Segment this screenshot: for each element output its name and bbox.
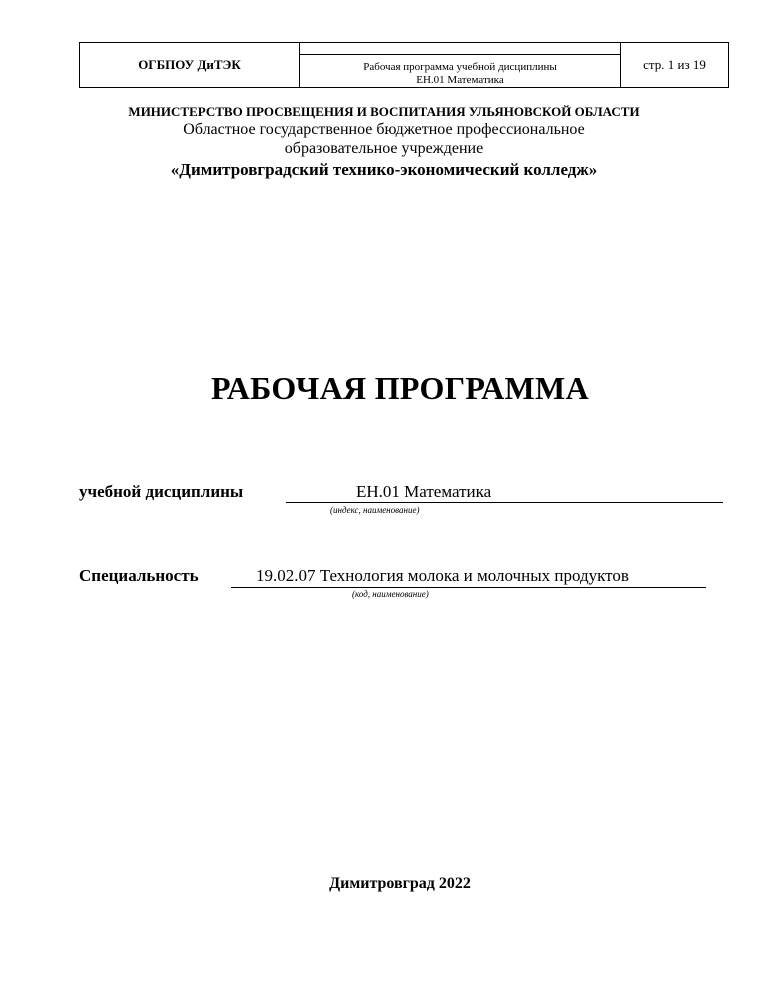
specialty-value: 19.02.07 Технология молока и молочных продуктов <box>256 566 629 585</box>
specialty-label: Специальность <box>79 566 199 585</box>
document-header <box>79 42 729 88</box>
discipline-label: учебной дисциплины <box>79 482 244 501</box>
city-year: Димитровград 2022 <box>329 875 471 892</box>
specialty-underline <box>231 587 706 588</box>
institution-type-line-1: Областное государственное бюджетное профессиональное <box>183 121 585 138</box>
header-organization: ОГБПОУ ДиТЭК <box>80 43 300 88</box>
discipline-underline <box>286 502 723 503</box>
header-page-number: стр. 1 из 19 <box>621 43 729 88</box>
header-title-line-1: Рабочая программа учебной дисциплины <box>363 61 557 73</box>
discipline-hint: (индекс, наименование) <box>330 505 420 515</box>
header-title-line-2: ЕН.01 Математика <box>416 74 504 86</box>
header-document-title <box>300 43 621 88</box>
discipline-value: ЕН.01 Математика <box>356 482 492 501</box>
college-name: «Димитровградский технико-экономический колледж» <box>170 160 598 179</box>
specialty-hint: (код, наименование) <box>352 589 429 599</box>
ministry-name: МИНИСТЕРСТВО ПРОСВЕЩЕНИЯ И ВОСПИТАНИЯ УЛЬЯНОВСКОЙ ОБЛАСТИ <box>128 104 640 119</box>
specialty-row <box>79 566 199 586</box>
discipline-row <box>79 482 243 502</box>
document-title: РАБОЧАЯ ПРОГРАММА <box>211 370 589 406</box>
institution-type-line-2: образовательное учреждение <box>284 140 484 157</box>
ministry-block <box>0 103 768 182</box>
